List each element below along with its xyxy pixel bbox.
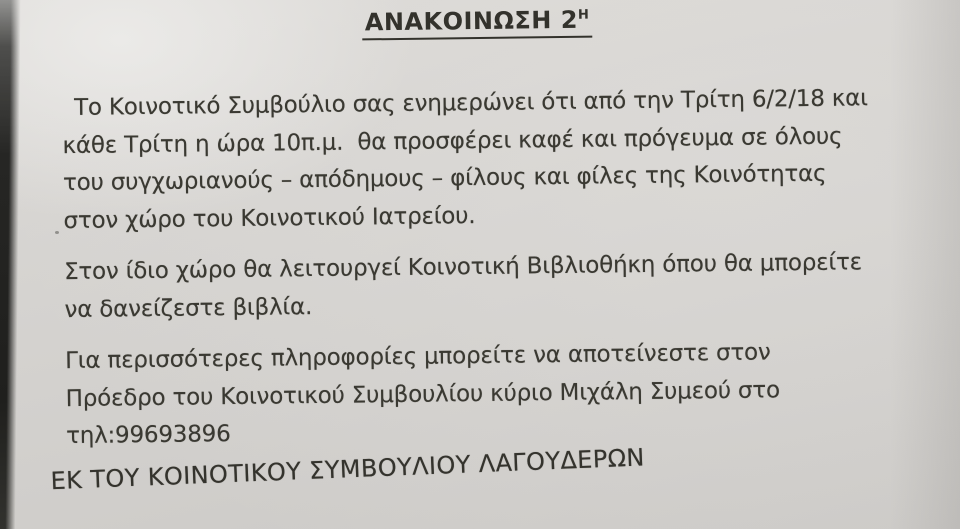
title-main: ΑΝΑΚΟΙΝΩΣΗ 2 bbox=[364, 5, 579, 37]
title-superscript: Η bbox=[577, 7, 590, 23]
paragraph-library bbox=[64, 244, 911, 329]
document-body bbox=[62, 80, 912, 456]
text-line: στον χώρο του Κοινοτικού Ιατρείου. bbox=[63, 202, 476, 234]
document-title bbox=[0, 1, 957, 45]
phone-line: τηλ:99693896 bbox=[65, 421, 231, 450]
paragraph-contact bbox=[65, 333, 912, 456]
text-line: να δανείζεστε βιβλία. bbox=[64, 293, 313, 323]
text-line: κάθε Τρίτη η ώρα 10π.μ. θα προσφέρει καφέ και πρόγευμα σε όλους bbox=[62, 123, 843, 159]
paragraph-announcement bbox=[62, 80, 910, 240]
text-line: Το Κοινοτικό Συμβούλιο σας ενημερώνει ότι από την Τρίτη 6/2/18 και bbox=[73, 85, 868, 121]
document-signature: ΕΚ ΤΟΥ ΚΟΙΝΟΤΙΚΟΥ ΣΥΜΒΟΥΛΙΟΥ ΛΑΓΟΥΔΕΡΩΝ bbox=[50, 443, 646, 496]
text-line: του συγχωριανούς – απόδημους – φίλους και φίλες της Κοινότητας bbox=[62, 160, 827, 197]
text-line: Στον ίδιο χώρο θα λειτουργεί Κοινοτική Βιβλιοθήκη όπου θα μπορείτε bbox=[63, 249, 863, 286]
document-title-text bbox=[362, 6, 593, 41]
text-line: Για περισσότερες πληροφορίες μπορείτε να αποτείνεστε στον bbox=[65, 339, 771, 375]
text-line: Πρόεδρο του Κοινοτικού Συμβουλίου κύριο Μιχάλη Συμεού στο bbox=[65, 376, 781, 412]
